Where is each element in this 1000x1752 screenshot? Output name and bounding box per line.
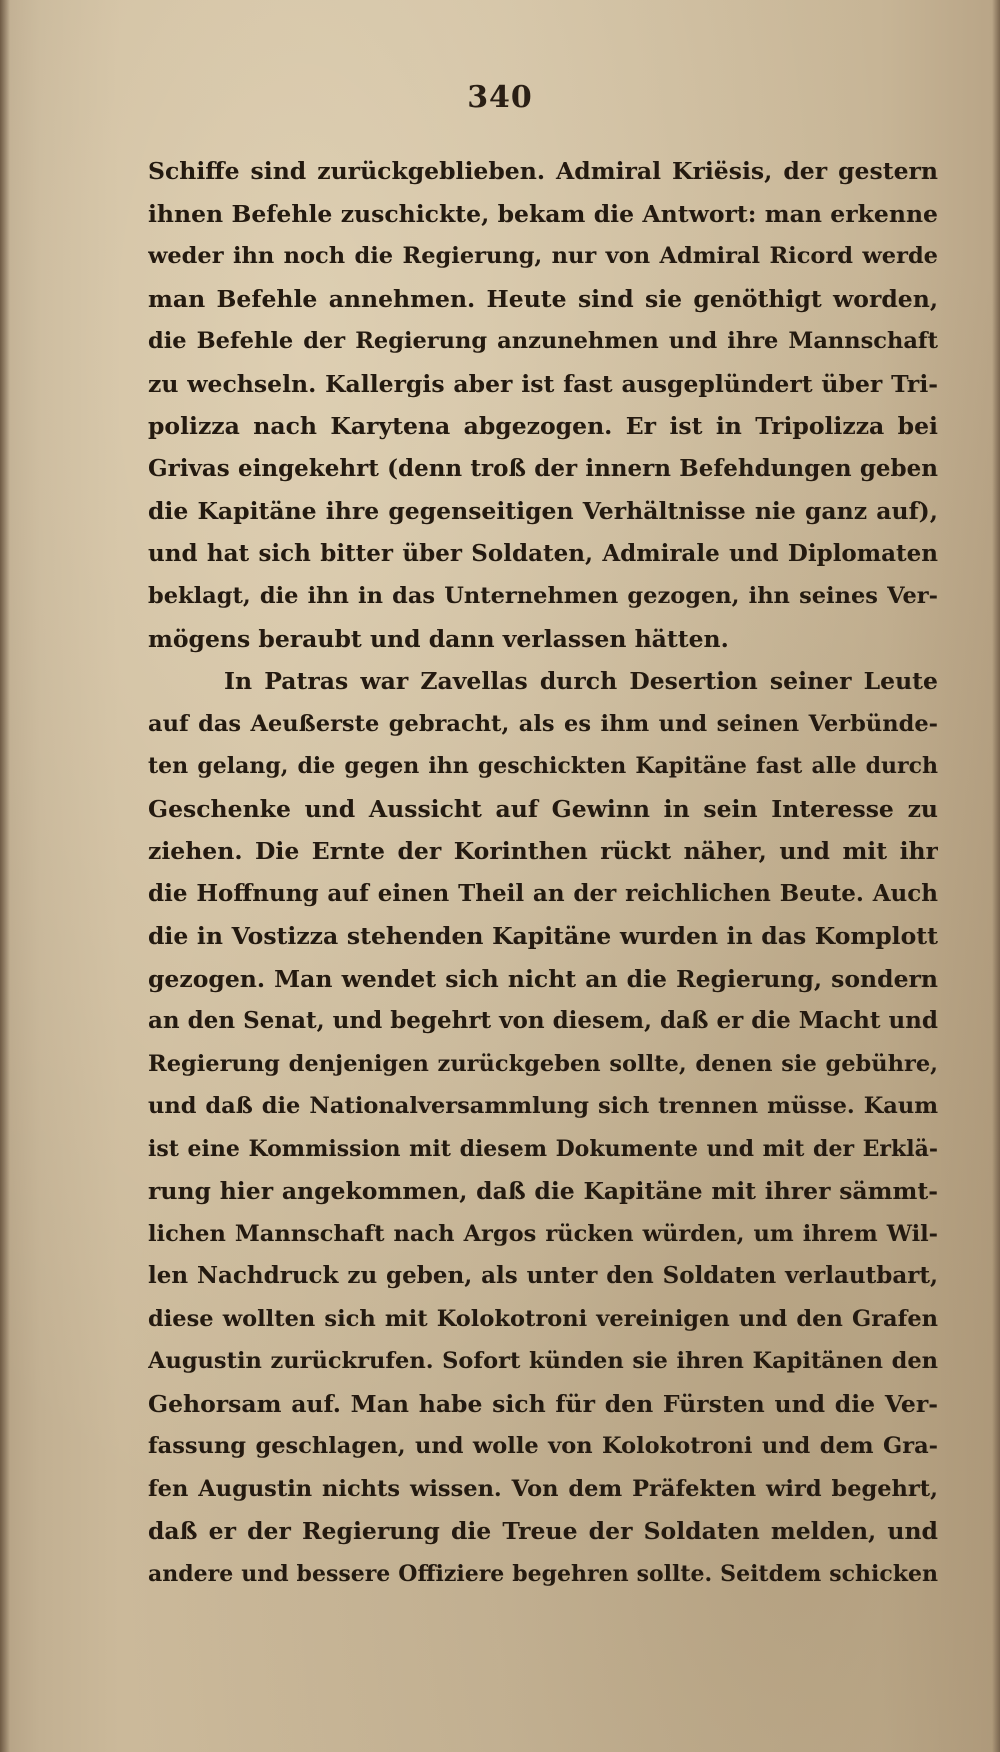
body-text bbox=[148, 150, 938, 1595]
text-line: Grivas eingekehrt (denn troß der innern Befehdungen geben bbox=[148, 454, 938, 482]
page-number: 340 bbox=[467, 80, 533, 115]
page-edge-shadow bbox=[992, 0, 1000, 1752]
text-line: rung hier angekommen, daß die Kapitäne mit ihrer sämmt- bbox=[148, 1177, 938, 1205]
text-line: fassung geschlagen, und wolle von Kolokotroni und dem Gra- bbox=[148, 1433, 938, 1459]
text-line: ihnen Befehle zuschickte, bekam die Antwort: man erkenne bbox=[148, 199, 938, 228]
text-line: beklagt, die ihn in das Unternehmen gezogen, ihn seines Ver- bbox=[148, 583, 938, 609]
text-line: und daß die Nationalversammlung sich trennen müsse. Kaum bbox=[148, 1093, 938, 1119]
text-line: Gehorsam auf. Man habe sich für den Fürsten und die Ver- bbox=[148, 1389, 938, 1418]
page-binding-shadow bbox=[0, 0, 10, 1752]
text-line: gezogen. Man wendet sich nicht an die Regierung, sondern bbox=[148, 964, 938, 993]
text-line: Geschenke und Aussicht auf Gewinn in sein Interesse zu bbox=[148, 794, 938, 823]
text-line: an den Senat, und begehrt von diesem, daß er die Macht und bbox=[148, 1007, 938, 1034]
text-line: ist eine Kommission mit diesem Dokumente und mit der Erklä- bbox=[148, 1135, 938, 1162]
text-line: ten gelang, die gegen ihn geschickten Kapitäne fast alle durch bbox=[148, 753, 938, 779]
text-line: die Hoffnung auf einen Theil an der reichlichen Beute. Auch bbox=[148, 879, 938, 907]
text-line: zu wechseln. Kallergis aber ist fast ausgeplündert über Tri- bbox=[148, 369, 938, 398]
text-line: und hat sich bitter über Soldaten, Admirale und Diplomaten bbox=[148, 539, 938, 567]
text-line: auf das Aeußerste gebracht, als es ihm und seinen Verbünde- bbox=[148, 710, 938, 737]
text-line: len Nachdruck zu geben, als unter den Soldaten verlautbart, bbox=[148, 1262, 938, 1289]
text-line: Augustin zurückrufen. Sofort künden sie ihren Kapitänen den bbox=[148, 1348, 938, 1374]
paragraph-end-line: mögens beraubt und dann verlassen hätten. bbox=[148, 624, 729, 653]
text-line: die in Vostizza stehenden Kapitäne wurden in das Komplott bbox=[148, 922, 938, 950]
text-line: ziehen. Die Ernte der Korinthen rückt näher, und mit ihr bbox=[148, 837, 938, 865]
text-line: fen Augustin nichts wissen. Von dem Präfekten wird begehrt, bbox=[148, 1475, 938, 1502]
text-line: die Kapitäne ihre gegenseitigen Verhältnisse nie ganz auf), bbox=[148, 497, 938, 525]
text-line: Schiffe sind zurückgeblieben. Admiral Kriësis, der gestern bbox=[148, 157, 938, 185]
text-line: diese wollten sich mit Kolokotroni vereinigen und den Grafen bbox=[148, 1305, 938, 1332]
text-line: daß er der Regierung die Treue der Soldaten melden, und bbox=[148, 1517, 938, 1545]
text-line: lichen Mannschaft nach Argos rücken würden, um ihrem Wil- bbox=[148, 1220, 938, 1247]
paragraph-start-line: In Patras war Zavellas durch Desertion seiner Leute bbox=[224, 667, 938, 695]
text-line: man Befehle annehmen. Heute sind sie genöthigt worden, bbox=[148, 284, 938, 313]
text-line: weder ihn noch die Regierung, nur von Admiral Ricord werde bbox=[148, 243, 938, 269]
text-line: polizza nach Karytena abgezogen. Er ist in Tripolizza bei bbox=[148, 412, 938, 440]
text-line: Regierung denjenigen zurückgeben sollte, denen sie gebühre, bbox=[148, 1050, 938, 1077]
text-line: andere und bessere Offiziere begehren sollte. Seitdem schicken bbox=[148, 1560, 938, 1587]
text-line: die Befehle der Regierung anzunehmen und ihre Mannschaft bbox=[148, 328, 938, 354]
